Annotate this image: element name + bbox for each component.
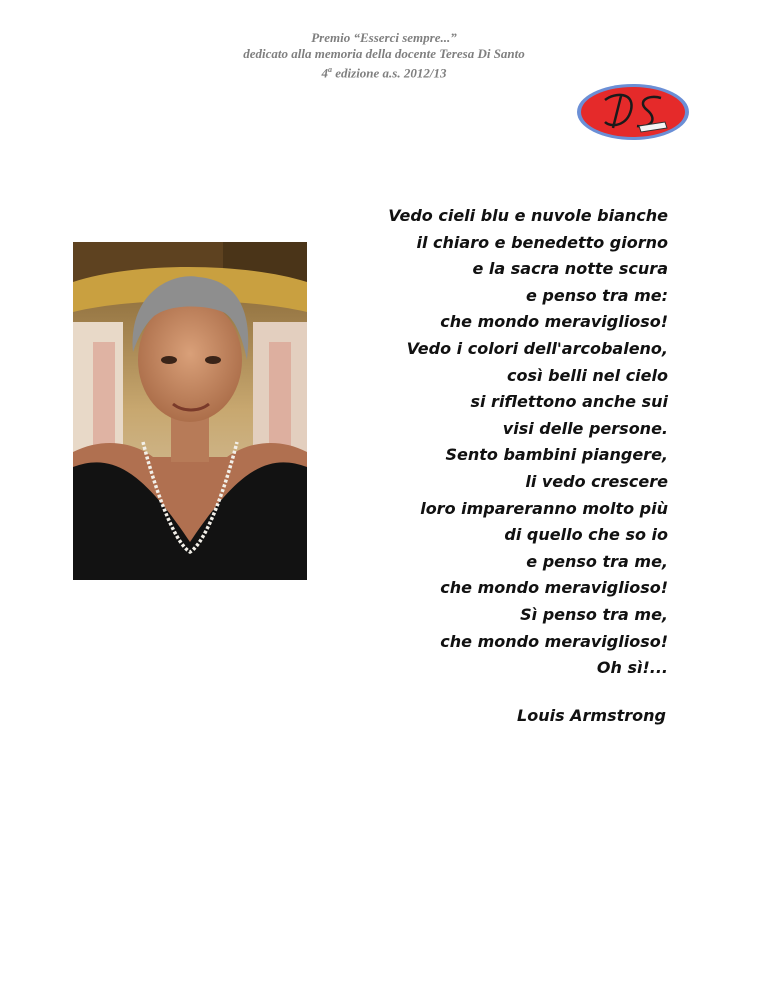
header-dedication: dedicato alla memoria della docente Teresa Di Santo [243, 46, 525, 61]
poem-line: che mondo meraviglioso! [440, 578, 668, 598]
poem-line: e penso tra me: [525, 285, 668, 305]
poem [288, 203, 668, 682]
poem-line: Vedo i colori dell'arcobaleno, [406, 338, 668, 358]
header-edition [0, 62, 768, 81]
poem-line: Oh sì!... [596, 658, 668, 678]
portrait-illustration [73, 242, 307, 580]
header-title: Premio “Esserci sempre...” [311, 30, 457, 45]
poem-line: visi delle persone. [502, 418, 668, 438]
document-header [0, 30, 768, 81]
poem-line: e penso tra me, [526, 551, 668, 571]
poem-line: che mondo meraviglioso! [440, 312, 668, 332]
logo-svg [575, 82, 691, 142]
poem-line: si riflettono anche sui [470, 392, 668, 412]
monogram-logo [575, 82, 691, 142]
poem-line: li vedo crescere [525, 471, 668, 491]
poem-line: loro impareranno molto più [420, 498, 668, 518]
poem-line: il chiaro e benedetto giorno [416, 232, 668, 252]
poem-author: Louis Armstrong [517, 706, 666, 725]
poem-line: così belli nel cielo [507, 365, 668, 385]
poem-line: e la sacra notte scura [472, 259, 668, 279]
logo-fill [581, 87, 685, 137]
poem-line: che mondo meraviglioso! [440, 631, 668, 651]
poem-line: di quello che so io [504, 525, 668, 545]
edition-ordinal: a [328, 65, 332, 74]
portrait-photo [73, 242, 307, 580]
poem-line: Vedo cieli blu e nuvole bianche [388, 206, 668, 225]
edition-number: 4 [321, 65, 328, 81]
poem-line: Sento bambini piangere, [445, 445, 668, 465]
edition-text: edizione a.s. 2012/13 [332, 65, 447, 81]
poem-line: Sì penso tra me, [520, 604, 668, 624]
